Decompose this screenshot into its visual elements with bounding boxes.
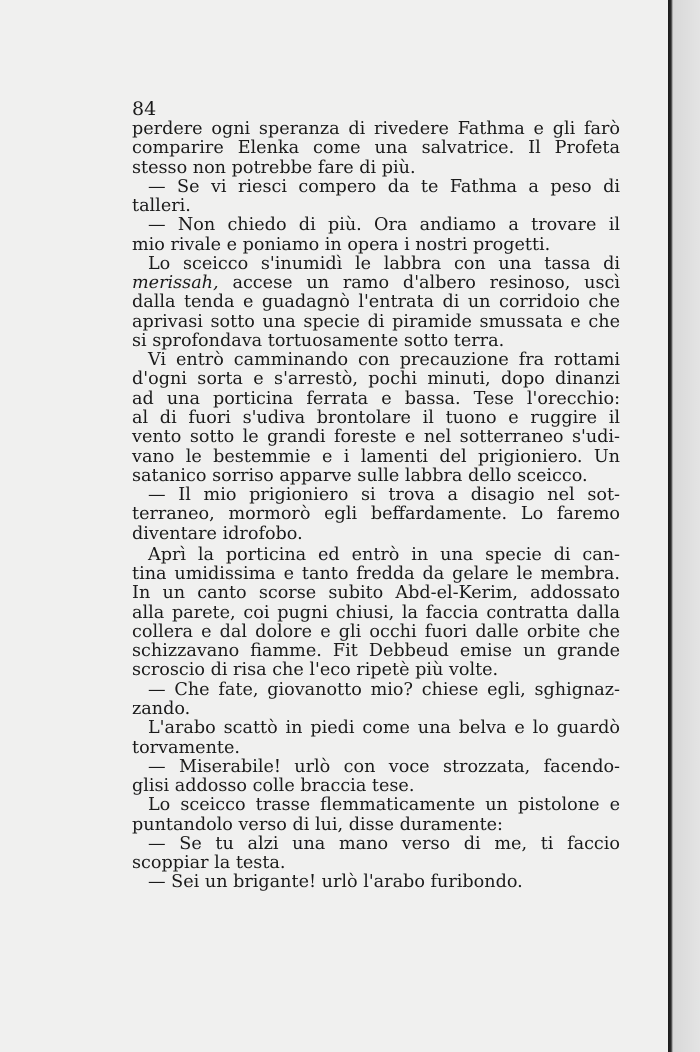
text-line: zando. (132, 698, 191, 719)
text-line: talleri. (132, 196, 191, 217)
text-line: Lo sceicco trasse flemmaticamente un pistolone e (148, 795, 620, 816)
text-line: In un canto scorse subito Abd-el-Kerim, addossato (132, 583, 620, 604)
text-line: vento sotto le grandi foreste e nel sotterraneo s'udi- (132, 427, 620, 448)
text-line: scroscio di risa che l'eco ripetè più volte. (132, 660, 499, 681)
text-line: ad una porticina ferrata e bassa. Tese l'orecchio: (132, 388, 620, 409)
text-line: perdere ogni speranza di rivedere Fathma e gli farò (132, 119, 620, 139)
book-gutter (668, 0, 700, 1052)
text-line: glisi addosso colle braccia tese. (132, 776, 415, 797)
text-line: d'ogni sorta e s'arrestò, pochi minuti, dopo dinanzi (132, 369, 620, 390)
text-line: — Che fate, giovanotto mio? chiese egli, sghignaz- (148, 679, 620, 700)
text-line: aprivasi sotto una specie di piramide smussata e che (132, 311, 620, 332)
text-line: Vi entrò camminando con precauzione fra rottami (148, 350, 620, 371)
text-line: alla parete, coi pugni chiusi, la faccia contratta dalla (132, 602, 620, 623)
text-line: collera e dal dolore e gli occhi fuori dalle orbite che (132, 621, 620, 642)
text-line: — Miserabile! urlò con voce strozzata, facendo- (148, 756, 620, 777)
text-line: terraneo, mormorò egli beffardamente. Lo faremo (132, 504, 620, 525)
text-line: satanico sorriso apparve sulle labbra dello sceicco. (132, 465, 588, 486)
text-line: — Se tu alzi una mano verso di me, ti faccio (148, 833, 620, 854)
text-line: mio rivale e poniamo in opera i nostri progetti. (132, 234, 551, 255)
text-line: — Non chiedo di più. Ora andiamo a trovare il (148, 215, 620, 236)
text-line: — Sei un brigante! urlò l'arabo furibondo. (148, 872, 523, 893)
text-line: L'arabo scattò in piedi come una belva e lo guardò (148, 718, 620, 739)
text-line: torvamente. (132, 737, 241, 758)
text-line: dalla tenda e guadagnò l'entrata di un corridoio che (132, 292, 620, 313)
text-line: — Se vi riesci compero da te Fathma a peso di (148, 176, 620, 197)
text-line: diventare idrofobo. (132, 523, 303, 544)
text-line: Aprì la porticina ed entrò in una specie di can- (148, 544, 620, 565)
text-line: tina umidissima e tanto fredda da gelare le membra. (132, 564, 620, 585)
text-line: al di fuori s'udiva brontolare il tuono e ruggire il (132, 407, 620, 428)
body-text (132, 120, 620, 893)
text-line: schizzavano fiamme. Fit Debbeud emise un grande (132, 641, 620, 662)
text-line: — Il mio prigioniero si trova a disagio nel sot- (148, 485, 620, 506)
text-line: scoppiar la testa. (132, 853, 286, 874)
italic-word: merissah, (132, 273, 219, 294)
text-line: stesso non potrebbe fare di più. (132, 157, 416, 178)
text-line: puntandolo verso di lui, disse duramente: (132, 814, 503, 835)
text-line: comparire Elenka come una salvatrice. Il Profeta (132, 138, 620, 159)
page-number: 84 (132, 98, 157, 120)
text-line: Lo sceicco s'inumidì le labbra con una tassa di (148, 253, 620, 274)
text-line: si sprofondava tortuosamente sotto terra. (132, 330, 505, 351)
text-line: vano le bestemmie e i lamenti del prigioniero. Un (132, 446, 620, 467)
text-line: merissah, accese un ramo d'albero resinoso, uscì (132, 273, 620, 294)
